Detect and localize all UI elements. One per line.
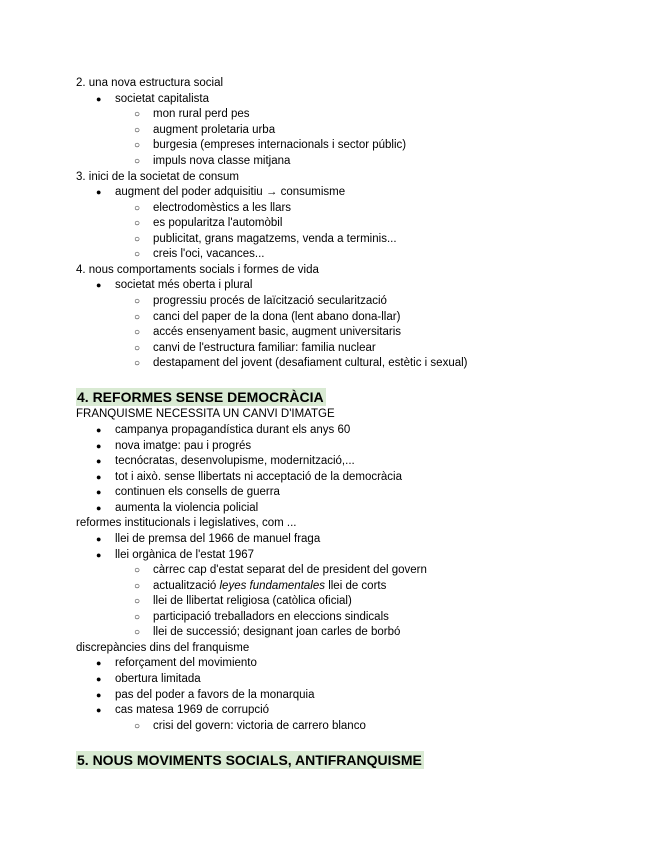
bullet-circle: ○ (134, 249, 141, 260)
bullet-circle: ○ (134, 565, 141, 576)
list-heading: 2. una nova estructura social (76, 77, 224, 89)
bullet-circle: ○ (134, 343, 141, 354)
bullet-disc: ● (96, 280, 102, 290)
list-subitem: participació treballadors en eleccions sindicals (153, 611, 389, 623)
list-item: nova imatge: pau i progrés (115, 440, 252, 452)
italic-term: leyes fundamentales (219, 580, 325, 592)
bullet-disc: ● (96, 94, 102, 104)
list-heading: 3. inici de la societat de consum (76, 171, 240, 183)
list-subitem-text: actualització (153, 580, 217, 592)
section-heading-5: 5. NOUS MOVIMENTS SOCIALS, ANTIFRANQUISME (77, 752, 422, 768)
list-subitem-text-after: llei de corts (328, 580, 387, 592)
list-item: cas matesa 1969 de corrupció (115, 704, 270, 716)
list-item: campanya propagandística durant els anys 60 (115, 424, 351, 436)
list-subitem: augment proletaria urba (153, 124, 276, 136)
list-item: societat més oberta i plural (115, 279, 253, 291)
bullet-circle: ○ (134, 358, 141, 369)
list-item: tecnócratas, desenvolupisme, modernització,... (115, 455, 355, 467)
list-subitem: creis l'oci, vacances... (153, 248, 265, 260)
bullet-disc: ● (96, 534, 102, 544)
bullet-disc: ● (96, 425, 102, 435)
bullet-circle: ○ (134, 721, 141, 732)
bullet-disc: ● (96, 472, 102, 482)
bullet-circle: ○ (134, 296, 141, 307)
list-subitem: progressiu procés de laïcització secularització (153, 295, 387, 307)
list-item: llei de premsa del 1966 de manuel fraga (115, 533, 321, 545)
bullet-disc: ● (96, 550, 102, 560)
list-subitem: destapament del jovent (desafiament cultural, estètic i sexual) (153, 357, 468, 369)
bullet-circle: ○ (134, 612, 141, 623)
list-heading: 4. nous comportaments socials i formes de vida (76, 264, 319, 276)
section-heading-4: 4. REFORMES SENSE DEMOCRÀCIA (77, 389, 324, 405)
list-item: pas del poder a favors de la monarquia (115, 689, 315, 701)
list-subitem: crisi del govern: victoria de carrero blanco (153, 720, 366, 732)
list-subitem: burgesia (empreses internacionals i sector públic) (153, 139, 407, 151)
list-subitem: impuls nova classe mitjana (153, 155, 291, 167)
bullet-circle: ○ (134, 581, 141, 592)
list-subitem: publicitat, grans magatzems, venda a terminis... (153, 233, 397, 245)
list-item: aumenta la violencia policial (115, 502, 259, 514)
list-subitem: canci del paper de la dona (lent abano dona-llar) (153, 311, 401, 323)
bullet-circle: ○ (134, 218, 141, 229)
list-subitem: llei de successió; designant joan carles de borbó (153, 626, 401, 638)
bullet-circle: ○ (134, 125, 141, 136)
list-heading: discrepàncies dins del franquisme (76, 642, 250, 654)
bullet-disc: ● (96, 503, 102, 513)
bullet-disc: ● (96, 187, 102, 197)
list-heading: reformes institucionals i legislatives, com ... (76, 517, 297, 529)
bullet-disc: ● (96, 456, 102, 466)
bullet-circle: ○ (134, 234, 141, 245)
bullet-circle: ○ (134, 627, 141, 638)
list-item: llei orgànica de l'estat 1967 (115, 549, 255, 561)
list-subitem: es popularitza l'automòbil (153, 217, 283, 229)
bullet-circle: ○ (134, 312, 141, 323)
bullet-disc: ● (96, 705, 102, 715)
bullet-disc: ● (96, 690, 102, 700)
bullet-circle: ○ (134, 109, 141, 120)
bullet-circle: ○ (134, 596, 141, 607)
list-item: reforçament del movimiento (115, 657, 257, 669)
list-item: obertura limitada (115, 673, 201, 685)
list-item: augment del poder adquisitiu → consumisme (115, 186, 346, 198)
bullet-circle: ○ (134, 140, 141, 151)
list-subitem: càrrec cap d'estat separat del de president del govern (153, 564, 427, 576)
bullet-disc: ● (96, 658, 102, 668)
list-subitem: mon rural perd pes (153, 108, 250, 120)
bullet-circle: ○ (134, 203, 141, 214)
bullet-circle: ○ (134, 156, 141, 167)
list-item: societat capitalista (115, 93, 209, 105)
bullet-disc: ● (96, 487, 102, 497)
section-subtitle: FRANQUISME NECESSITA UN CANVI D'IMATGE (76, 408, 335, 420)
list-subitem: llei de llibertat religiosa (catòlica oficial) (153, 595, 352, 607)
list-subitem: electrodomèstics a les llars (153, 202, 292, 214)
list-subitem: canvi de l'estructura familiar: familia nuclear (153, 342, 376, 354)
list-item: tot i això. sense llibertats ni acceptació de la democràcia (115, 471, 403, 483)
list-subitem (153, 579, 386, 595)
bullet-circle: ○ (134, 327, 141, 338)
list-subitem: accés ensenyament basic, augment universitaris (153, 326, 402, 338)
bullet-disc: ● (96, 441, 102, 451)
list-item: continuen els consells de guerra (115, 486, 280, 498)
bullet-disc: ● (96, 674, 102, 684)
